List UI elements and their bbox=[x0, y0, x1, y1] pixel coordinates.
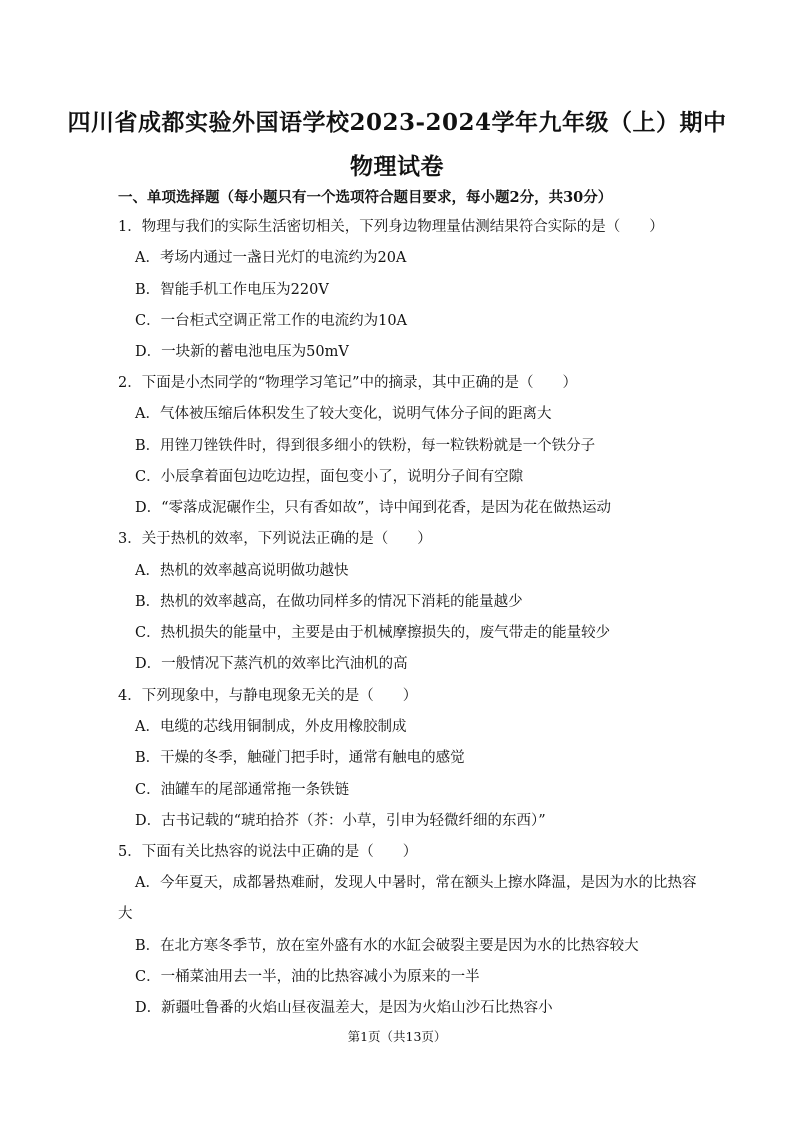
question-4-stem: 4．下列现象中，与静电现象无关的是（ ） bbox=[118, 688, 418, 704]
question-5-option-a: A．今年夏天，成都暑热难耐，发现人中暑时，常在额头上擦水降温，是因为水的比热容 bbox=[135, 875, 697, 891]
question-1-option-d: D．一块新的蓄电池电压为50mV bbox=[135, 344, 349, 360]
question-5-option-b: B．在北方寒冬季节，放在室外盛有水的水缸会破裂主要是因为水的比热容较大 bbox=[135, 938, 639, 954]
question-2-option-a: A．气体被压缩后体积发生了较大变化，说明气体分子间的距离大 bbox=[135, 406, 552, 422]
exam-title-line-1: 四川省成都实验外国语学校2023-2024学年九年级（上）期中 bbox=[67, 109, 727, 136]
question-1-option-a: A．考场内通过一盏日光灯的电流约为20A bbox=[135, 250, 407, 266]
question-5-stem: 5．下面有关比热容的说法中正确的是（ ） bbox=[118, 844, 418, 860]
question-2-option-b: B．用锉刀锉铁件时，得到很多细小的铁粉，每一粒铁粉就是一个铁分子 bbox=[135, 438, 596, 454]
question-1-option-c: C．一台柜式空调正常工作的电流约为10A bbox=[135, 313, 408, 329]
question-3-option-c: C．热机损失的能量中，主要是由于机械摩擦损失的，废气带走的能量较少 bbox=[135, 625, 611, 641]
question-2-stem: 2．下面是小杰同学的“物理学习笔记”中的摘录，其中正确的是（ ） bbox=[118, 375, 578, 391]
question-2-option-c: C．小辰拿着面包边吃边捏，面包变小了，说明分子间有空隙 bbox=[135, 469, 524, 485]
question-1-stem: 1．物理与我们的实际生活密切相关，下列身边物理量估测结果符合实际的是（ ） bbox=[118, 219, 664, 235]
question-5-option-a-wrap: 大 bbox=[118, 906, 133, 922]
question-4-option-c: C．油罐车的尾部通常拖一条铁链 bbox=[135, 782, 350, 798]
question-3-option-b: B．热机的效率越高，在做功同样多的情况下消耗的能量越少 bbox=[135, 594, 523, 610]
page-footer: 第1页（共13页） bbox=[347, 1029, 447, 1044]
question-1-option-b: B．智能手机工作电压为220V bbox=[135, 282, 329, 298]
question-4-option-a: A．电缆的芯线用铜制成，外皮用橡胶制成 bbox=[135, 719, 407, 735]
question-4-option-d: D．古书记载的“琥珀拾芥（芥：小草，引申为轻微纤细的东西）” bbox=[135, 813, 546, 829]
question-3-option-a: A．热机的效率越高说明做功越快 bbox=[135, 563, 349, 579]
question-5-option-d: D．新疆吐鲁番的火焰山昼夜温差大，是因为火焰山沙石比热容小 bbox=[135, 1000, 553, 1016]
question-2-option-d: D．“零落成泥碾作尘，只有香如故”，诗中闻到花香，是因为花在做热运动 bbox=[135, 500, 611, 516]
question-4-option-b: B．干燥的冬季，触碰门把手时，通常有触电的感觉 bbox=[135, 750, 465, 766]
question-3-stem: 3．关于热机的效率，下列说法正确的是（ ） bbox=[118, 531, 432, 547]
section-heading: 一、单项选择题（每小题只有一个选项符合题目要求，每小题2分，共30分） bbox=[118, 189, 613, 206]
exam-title-line-2: 物理试卷 bbox=[350, 153, 444, 180]
question-3-option-d: D．一般情况下蒸汽机的效率比汽油机的高 bbox=[135, 656, 408, 672]
question-5-option-c: C．一桶菜油用去一半，油的比热容减小为原来的一半 bbox=[135, 969, 480, 985]
